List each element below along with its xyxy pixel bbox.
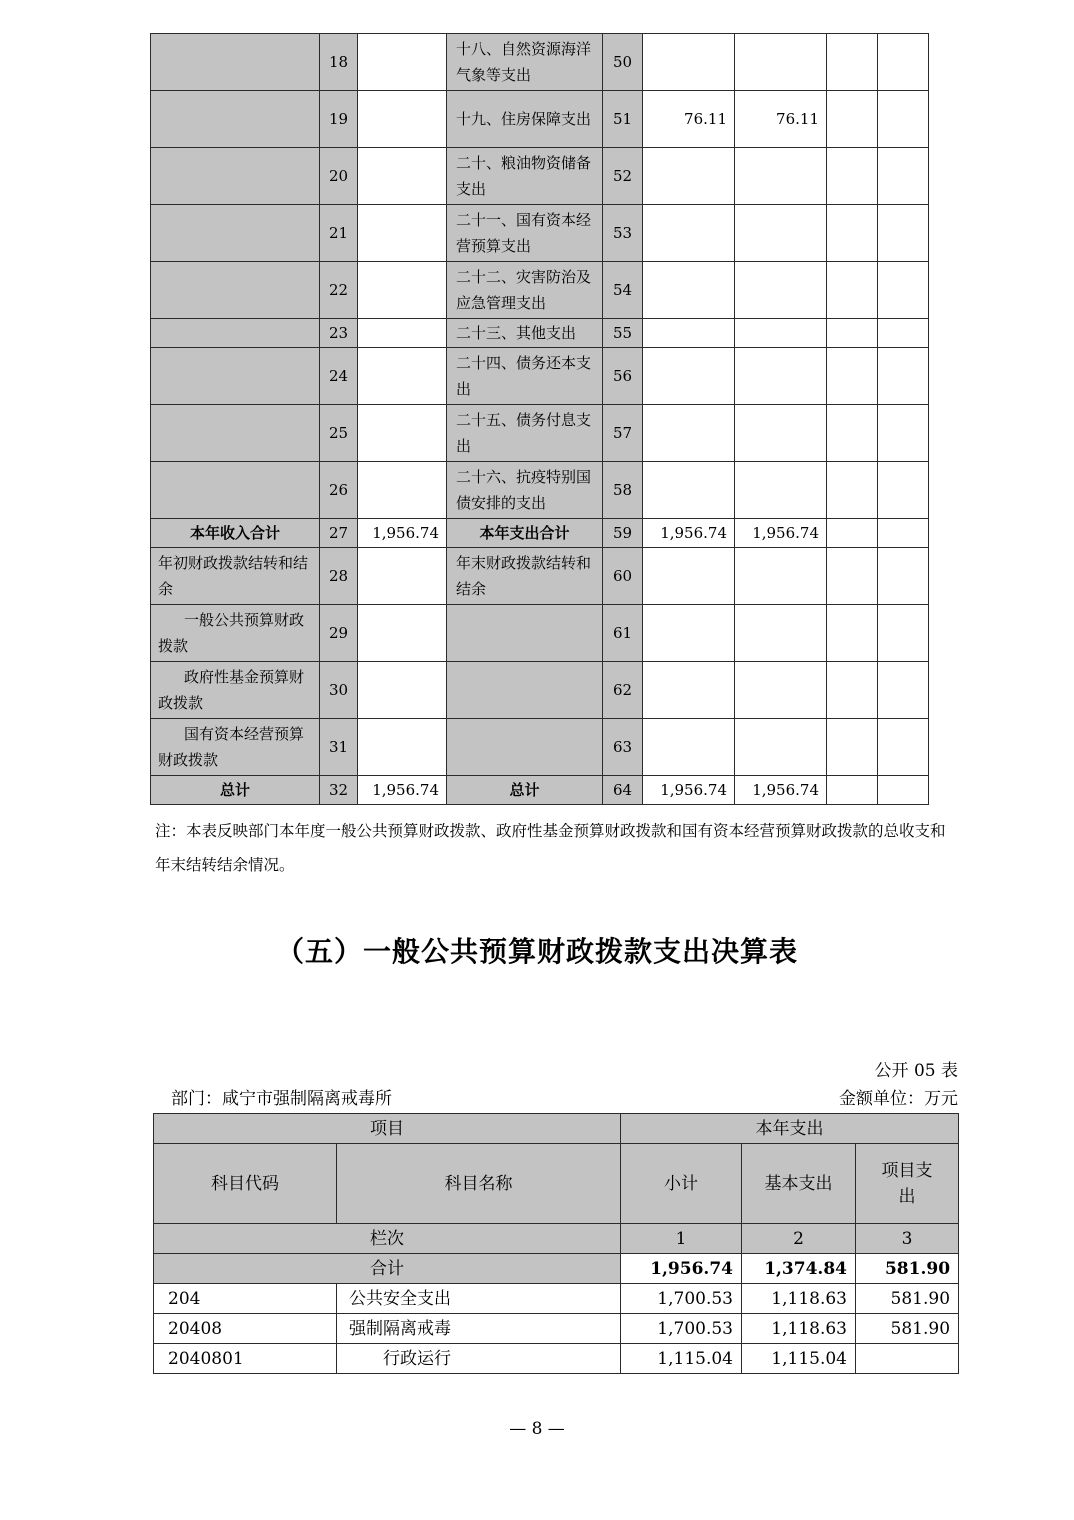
row-label-cell [151,348,320,405]
amount-cell [358,34,447,91]
item-name-cell: 十八、自然资源海洋气象等支出 [447,34,603,91]
page-number: — 8 — [509,1419,565,1439]
row-label-cell [151,34,320,91]
row-number-cell: 25 [320,405,358,462]
amount-cell: 1,956.74 [735,776,827,805]
table-header-row [154,1144,959,1224]
empty-cell [878,776,929,805]
amount-cell: 1,956.74 [735,519,827,548]
empty-cell [827,405,878,462]
empty-cell [827,205,878,262]
row-number-cell: 56 [603,348,643,405]
row-number-cell: 64 [603,776,643,805]
amount-cell [358,348,447,405]
empty-cell [878,662,929,719]
table-row [151,148,929,205]
row-number-cell: 60 [603,548,643,605]
empty-cell [827,719,878,776]
row-number-cell: 53 [603,205,643,262]
table-row [154,1284,959,1314]
item-name-cell: 二十一、国有资本经营预算支出 [447,205,603,262]
empty-cell [878,262,929,319]
item-name-cell [447,605,603,662]
empty-cell [878,205,929,262]
table-row [151,91,929,148]
row-label-cell [151,262,320,319]
row-number-cell: 62 [603,662,643,719]
row-number-cell: 61 [603,605,643,662]
header-project-cell: 项目 [154,1114,621,1144]
table-row [151,548,929,605]
empty-cell [878,605,929,662]
table-row [151,605,929,662]
item-name-cell: 总计 [447,776,603,805]
amount-cell [735,605,827,662]
amount-cell [358,662,447,719]
amount-cell: 1,956.74 [358,776,447,805]
amount-cell [735,205,827,262]
table-row [151,34,929,91]
empty-cell [827,91,878,148]
row-label-cell [151,319,320,348]
amount-cell [735,662,827,719]
amount-cell [643,548,735,605]
item-name-cell: 二十六、抗疫特别国债安排的支出 [447,462,603,519]
section-heading: （五）一般公共预算财政拨款支出决算表 [275,935,798,968]
empty-cell [878,148,929,205]
table-row [151,348,929,405]
subtotal-cell: 1,700.53 [621,1314,742,1344]
row-number-cell: 59 [603,519,643,548]
amount-cell [358,262,447,319]
amount-cell [643,662,735,719]
amount-cell [643,719,735,776]
header-project-exp-label: 项目支出 [881,1160,933,1207]
row-number-cell: 51 [603,91,643,148]
total-label-cell: 合计 [154,1254,621,1284]
column-index-row [154,1224,959,1254]
empty-cell [827,548,878,605]
table-row [151,662,929,719]
row-number-cell: 23 [320,319,358,348]
table-header-row [154,1114,959,1144]
column-index-cell: 2 [742,1224,856,1254]
empty-cell [878,462,929,519]
table-meta-row [153,1084,958,1109]
amount-cell [358,205,447,262]
amount-cell [735,34,827,91]
empty-cell [827,519,878,548]
empty-cell [827,148,878,205]
project-cell: 581.90 [856,1314,959,1344]
amount-cell [643,462,735,519]
item-name-cell: 二十五、债务付息支出 [447,405,603,462]
empty-cell [878,91,929,148]
amount-cell [735,262,827,319]
total-row [154,1254,959,1284]
row-number-cell: 54 [603,262,643,319]
row-label-cell [151,405,320,462]
table-note: 注：本表反映部门本年度一般公共预算财政拨款、政府性基金预算财政拨款和国有资本经营预算财政拨款的总收支和年末结转结余情况。 [155,822,946,874]
row-number-cell: 57 [603,405,643,462]
amount-cell [643,405,735,462]
empty-cell [827,605,878,662]
amount-cell [643,262,735,319]
project-cell [856,1344,959,1374]
amount-cell [358,462,447,519]
row-number-cell: 18 [320,34,358,91]
empty-cell [878,719,929,776]
table-row [151,405,929,462]
row-number-cell: 27 [320,519,358,548]
row-label-cell [151,462,320,519]
empty-cell [827,462,878,519]
row-number-cell: 26 [320,462,358,519]
amount-cell: 1,956.74 [643,776,735,805]
amount-cell [358,148,447,205]
subtotal-cell: 1,700.53 [621,1284,742,1314]
amount-cell [643,148,735,205]
table-row [151,319,929,348]
item-name-cell: 年末财政拨款结转和结余 [447,548,603,605]
item-name-cell: 公共安全支出 [337,1284,621,1314]
table-row [151,262,929,319]
row-label-cell [151,205,320,262]
row-number-cell: 29 [320,605,358,662]
column-index-cell: 3 [856,1224,959,1254]
amount-cell [358,548,447,605]
row-number-cell: 22 [320,262,358,319]
row-number-cell: 58 [603,462,643,519]
empty-cell [827,348,878,405]
empty-cell [827,776,878,805]
amount-cell: 76.11 [643,91,735,148]
expenditure-table [153,1113,959,1374]
amount-cell [735,148,827,205]
empty-cell [827,319,878,348]
header-code-cell: 科目代码 [154,1144,337,1224]
amount-cell [643,205,735,262]
row-label-cell [151,148,320,205]
code-cell: 20408 [154,1314,337,1344]
amount-cell: 76.11 [735,91,827,148]
row-number-cell: 52 [603,148,643,205]
project-cell: 581.90 [856,1284,959,1314]
table-row [151,719,929,776]
empty-cell [878,405,929,462]
row-label-cell: 一般公共预算财政拨款 [151,605,320,662]
item-name-cell: 二十四、债务还本支出 [447,348,603,405]
row-label-cell: 政府性基金预算财政拨款 [151,662,320,719]
code-cell: 204 [154,1284,337,1314]
row-number-cell: 20 [320,148,358,205]
item-name-cell: 行政运行 [337,1344,621,1374]
header-current-year-spend-cell: 本年支出 [621,1114,959,1144]
header-basic-cell: 基本支出 [742,1144,856,1224]
row-number-cell: 55 [603,319,643,348]
funding-summary-table [150,33,929,805]
amount-cell [735,348,827,405]
row-number-cell: 50 [603,34,643,91]
total-basic-cell: 1,374.84 [742,1254,856,1284]
row-label-cell: 国有资本经营预算财政拨款 [151,719,320,776]
empty-cell [878,319,929,348]
subtotal-cell: 1,115.04 [621,1344,742,1374]
row-label-cell [151,91,320,148]
amount-cell: 1,956.74 [643,519,735,548]
amount-cell [735,319,827,348]
table-row [151,205,929,262]
table-row [151,462,929,519]
amount-cell [735,405,827,462]
header-subtotal-cell: 小计 [621,1144,742,1224]
table-number-label: 公开 05 表 [874,1061,958,1081]
total-project-cell: 581.90 [856,1254,959,1284]
table-row-income-total [151,519,929,548]
empty-cell [878,519,929,548]
amount-cell [358,719,447,776]
amount-cell [358,605,447,662]
row-number-cell: 24 [320,348,358,405]
row-label-cell: 本年收入合计 [151,519,320,548]
empty-cell [878,348,929,405]
empty-cell [827,34,878,91]
basic-cell: 1,118.63 [742,1314,856,1344]
row-number-cell: 30 [320,662,358,719]
empty-cell [827,662,878,719]
amount-cell: 1,956.74 [358,519,447,548]
amount-cell [643,34,735,91]
basic-cell: 1,118.63 [742,1284,856,1314]
item-name-cell: 二十二、灾害防治及应急管理支出 [447,262,603,319]
item-name-cell: 二十三、其他支出 [447,319,603,348]
basic-cell: 1,115.04 [742,1344,856,1374]
item-name-cell: 本年支出合计 [447,519,603,548]
empty-cell [878,548,929,605]
amount-cell [735,719,827,776]
amount-cell [358,405,447,462]
code-cell: 2040801 [154,1344,337,1374]
empty-cell [878,34,929,91]
amount-cell [358,91,447,148]
column-index-cell: 1 [621,1224,742,1254]
amount-cell [643,319,735,348]
item-name-cell: 二十、粮油物资储备支出 [447,148,603,205]
row-label-cell: 总计 [151,776,320,805]
amount-cell [735,462,827,519]
row-number-cell: 32 [320,776,358,805]
empty-cell [827,262,878,319]
item-name-cell: 强制隔离戒毒 [337,1314,621,1344]
total-subtotal-cell: 1,956.74 [621,1254,742,1284]
table-row [154,1344,959,1374]
row-label-cell: 年初财政拨款结转和结余 [151,548,320,605]
unit-label: 金额单位：万元 [839,1089,958,1109]
department-label: 部门：咸宁市强制隔离戒毒所 [171,1089,392,1109]
row-number-cell: 63 [603,719,643,776]
row-number-cell: 28 [320,548,358,605]
item-name-cell [447,719,603,776]
row-number-cell: 21 [320,205,358,262]
column-index-label-cell: 栏次 [154,1224,621,1254]
amount-cell [358,319,447,348]
table-row-grand-total [151,776,929,805]
header-project-exp-cell [856,1144,959,1224]
row-number-cell: 19 [320,91,358,148]
table-row [154,1314,959,1344]
amount-cell [643,348,735,405]
item-name-cell: 十九、住房保障支出 [447,91,603,148]
amount-cell [643,605,735,662]
row-number-cell: 31 [320,719,358,776]
amount-cell [735,548,827,605]
item-name-cell [447,662,603,719]
header-name-cell: 科目名称 [337,1144,621,1224]
